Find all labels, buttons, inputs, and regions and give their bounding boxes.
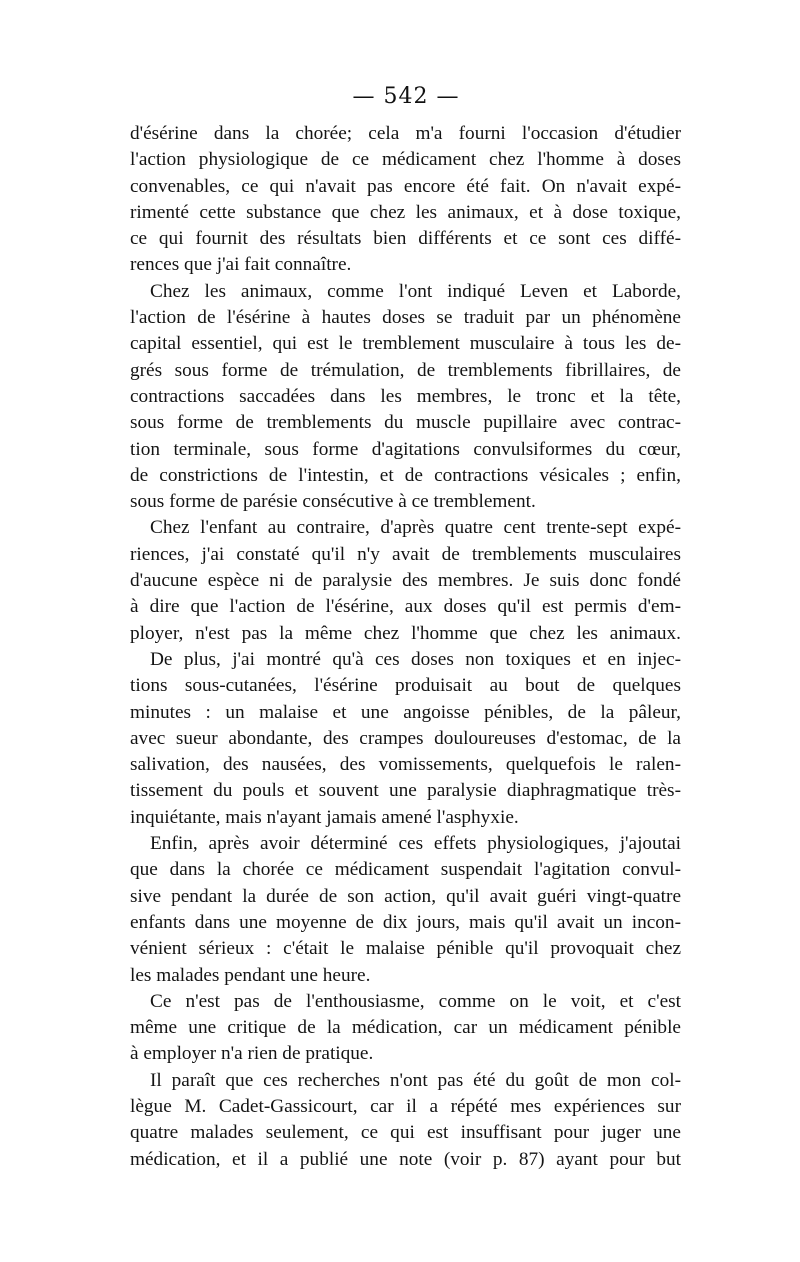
- text-line: Chez l'enfant au contraire, d'après quatre cent trente-sept expé-: [150, 517, 681, 539]
- paragraph: [130, 1068, 681, 1173]
- text-line: inquiétante, mais n'ayant jamais amené l'asphyxie.: [130, 806, 519, 828]
- text-line: tissement du pouls et souvent une paralysie diaphragmatique très-: [130, 780, 681, 802]
- text-line: Chez les animaux, comme l'ont indiqué Leven et Laborde,: [150, 280, 681, 302]
- paragraph: [130, 515, 681, 646]
- page-number: — 542 —: [352, 84, 460, 109]
- text-line: rimenté cette substance que chez les animaux, et à dose toxique,: [130, 201, 681, 223]
- text-line: à employer n'a rien de pratique.: [130, 1043, 374, 1065]
- text-line: sous forme de tremblements du muscle pupillaire avec contrac-: [130, 412, 681, 434]
- text-line: même une critique de la médication, car un médicament pénible: [130, 1017, 681, 1039]
- paragraph: [130, 989, 681, 1068]
- text-line: à dire que l'action de l'ésérine, aux doses qu'il est permis d'em-: [130, 596, 681, 618]
- text-line: tion terminale, sous forme d'agitations convulsiformes du cœur,: [130, 438, 681, 460]
- text-line: d'aucune espèce ni de paralysie des membres. Je suis donc fondé: [130, 570, 681, 592]
- text-line: tions sous-cutanées, l'ésérine produisait au bout de quelques: [130, 675, 681, 697]
- text-line: que dans la chorée ce médicament suspendait l'agitation convul-: [130, 859, 681, 881]
- text-line: rences que j'ai fait connaître.: [130, 254, 352, 276]
- text-line: salivation, des nausées, des vomissements, quelquefois le ralen-: [130, 754, 681, 776]
- text-line: convenables, ce qui n'avait pas encore été fait. On n'avait expé-: [130, 175, 681, 197]
- text-line: sous forme de parésie consécutive à ce tremblement.: [130, 491, 536, 513]
- paragraph: [130, 831, 681, 989]
- text-line: Enfin, après avoir déterminé ces effets physiologiques, j'ajoutai: [150, 833, 681, 855]
- paragraph: [130, 647, 681, 831]
- text-line: minutes : un malaise et une angoisse pénibles, de la pâleur,: [130, 701, 681, 723]
- text-line: Il paraît que ces recherches n'ont pas été du goût de mon col-: [150, 1069, 681, 1091]
- body-text: [130, 121, 681, 1173]
- text-line: ployer, n'est pas la même chez l'homme que chez les animaux.: [130, 622, 681, 644]
- text-line: médication, et il a publié une note (voir p. 87) ayant pour but: [130, 1148, 681, 1170]
- text-line: ce qui fournit des résultats bien différents et ce sont ces diffé-: [130, 228, 681, 250]
- text-line: Ce n'est pas de l'enthousiasme, comme on le voit, et c'est: [150, 990, 681, 1012]
- text-line: capital essentiel, qui est le tremblement musculaire à tous les de-: [130, 333, 681, 355]
- text-line: d'ésérine dans la chorée; cela m'a fourni l'occasion d'étudier: [130, 123, 681, 144]
- text-line: quatre malades seulement, ce qui est insuffisant pour juger une: [130, 1122, 681, 1144]
- text-line: riences, j'ai constaté qu'il n'y avait de tremblements musculaires: [130, 543, 681, 565]
- text-line: les malades pendant une heure.: [130, 964, 371, 986]
- paragraph: [130, 121, 681, 279]
- text-line: enfants dans une moyenne de dix jours, mais qu'il avait un incon-: [130, 911, 681, 933]
- text-line: l'action de l'ésérine à hautes doses se traduit par un phénomène: [130, 307, 681, 329]
- paragraph: [130, 279, 681, 516]
- text-line: avec sueur abondante, des crampes douloureuses d'estomac, de la: [130, 727, 681, 749]
- text-line: contractions saccadées dans les membres, le tronc et la tête,: [130, 385, 681, 407]
- text-line: lègue M. Cadet-Gassicourt, car il a répété mes expériences sur: [130, 1095, 681, 1117]
- text-line: l'action physiologique de ce médicament chez l'homme à doses: [130, 149, 681, 171]
- text-line: vénient sérieux : c'était le malaise pénible qu'il provoquait chez: [130, 938, 681, 960]
- text-line: grés sous forme de trémulation, de tremblements fibrillaires, de: [130, 359, 681, 381]
- text-line: sive pendant la durée de son action, qu'il avait guéri vingt-quatre: [130, 885, 681, 907]
- text-line: de constrictions de l'intestin, et de contractions vésicales ; enfin,: [130, 464, 681, 486]
- text-line: De plus, j'ai montré qu'à ces doses non toxiques et en injec-: [150, 648, 681, 670]
